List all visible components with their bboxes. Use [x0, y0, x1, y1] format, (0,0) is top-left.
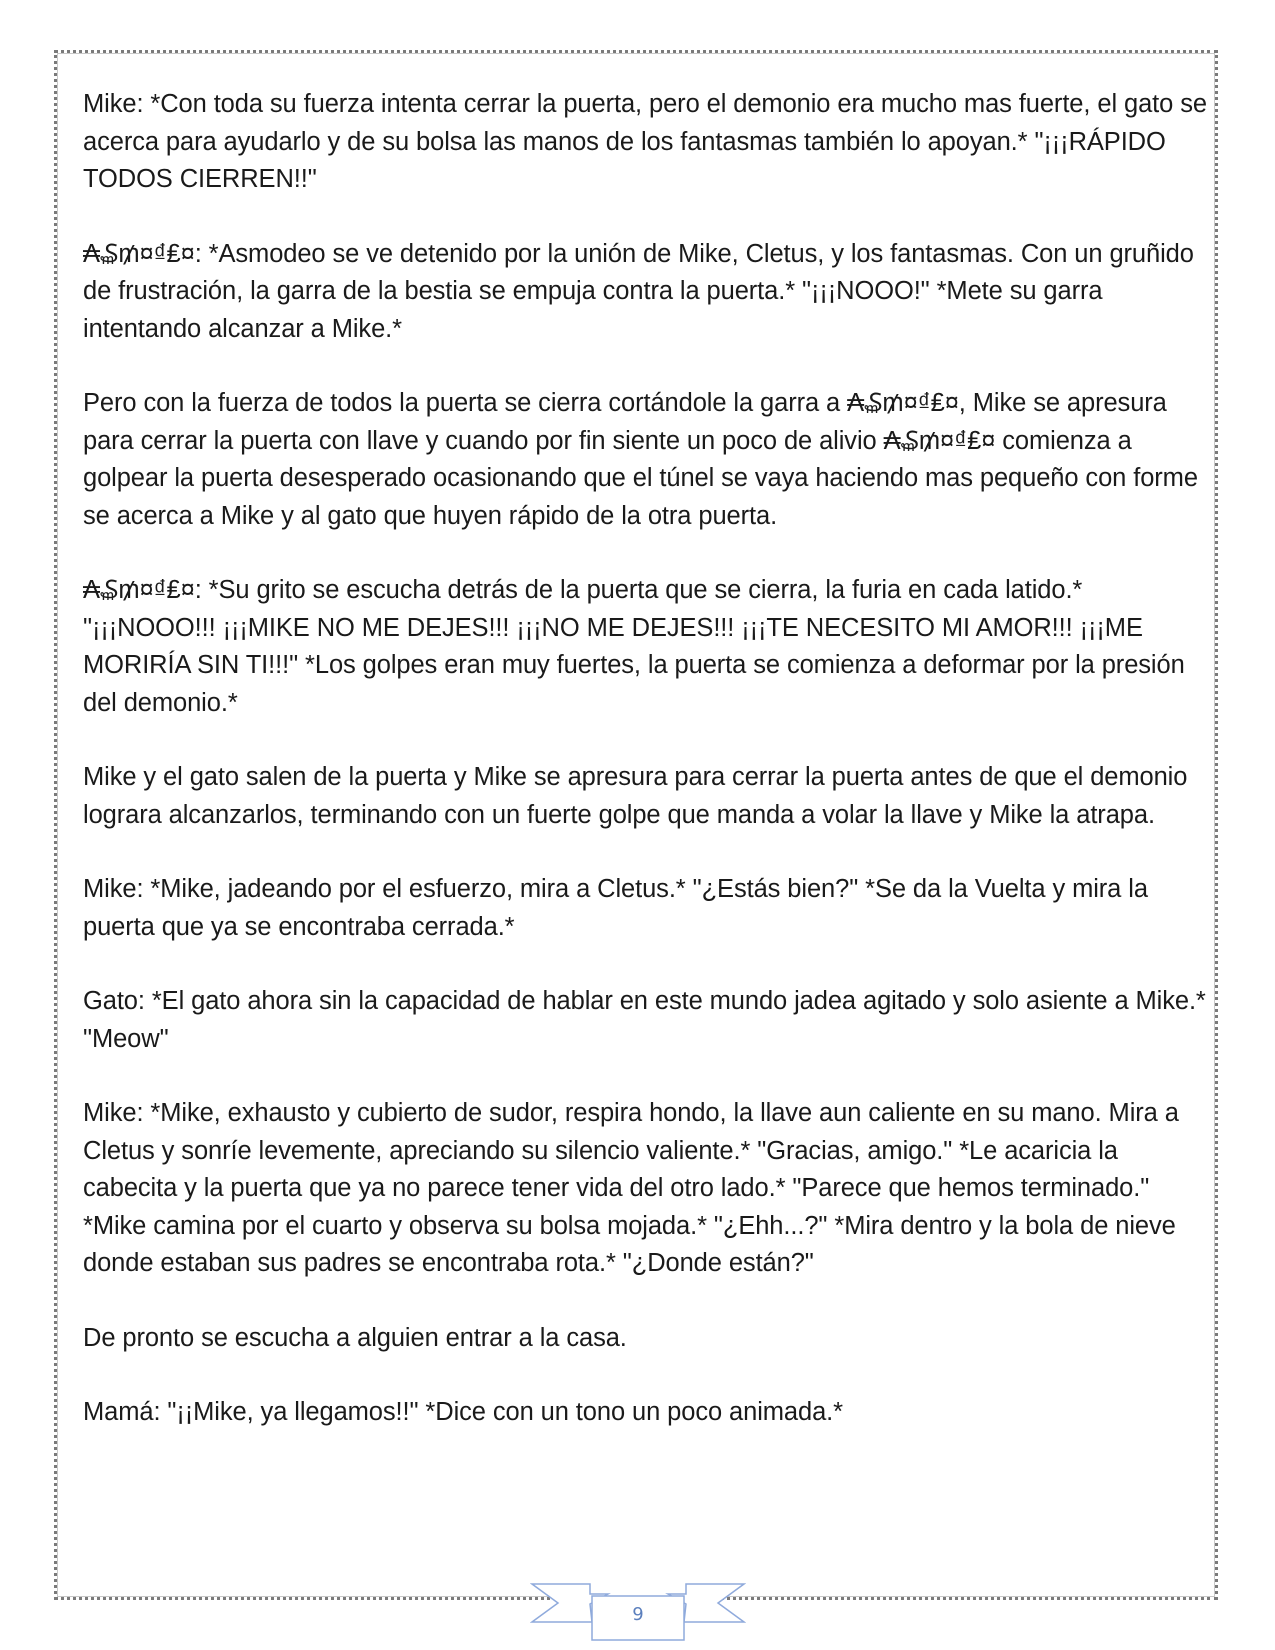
paragraph: De pronto se escucha a alguien entrar a la casa.	[83, 1323, 627, 1352]
paragraph: Mamá: "¡¡Mike, ya llegamos!!" *Dice con un tono un poco animada.*	[83, 1398, 843, 1426]
paragraph: ₳₷₥¤₫₤¤: *Asmodeo se ve detenido por la unión de Mike, Cletus, y los fantasmas. Con un gruñido de frustración, la garra de la bestia se empuja contra la puerta.* "¡¡¡NOOO!" *Mete su garra intentando alcanzar a Mike.*	[83, 239, 1194, 343]
paragraph: Mike: *Con toda su fuerza intenta cerrar la puerta, pero el demonio era mucho mas fuerte, el gato se acerca para ayudarlo y de su bolsa las manos de los fantasmas también lo apoyan.* "¡¡¡RÁPIDO TODOS CIERREN!!"	[83, 90, 1207, 193]
paragraph: Mike: *Mike, exhausto y cubierto de sudor, respira hondo, la llave aun caliente en su mano. Mira a Cletus y sonríe levemente, apreciando su silencio valiente.* "Gracias, amigo." *Le acaricia la cabecita y la puerta que ya no parece tener vida del otro lado.* "Parece que hemos terminado." *Mike camina por el cuarto y observa su bolsa mojada.* "¿Ehh...?" *Mira dentro y la bola de nieve donde estaban sus padres se encontraba rota.* "¿Donde están?"	[83, 1099, 1179, 1277]
paragraph: Gato: *El gato ahora sin la capacidad de hablar en este mundo jadea agitado y solo asiente a Mike.* "Meow"	[83, 987, 1206, 1053]
document-body	[83, 86, 1208, 1469]
paragraph: Mike: *Mike, jadeando por el esfuerzo, mira a Cletus.* "¿Estás bien?" *Se da la Vuelta y mira la puerta que ya se encontraba cerrada.*	[83, 875, 1148, 941]
page-footer	[530, 1582, 746, 1642]
paragraph: Mike y el gato salen de la puerta y Mike se apresura para cerrar la puerta antes de que el demonio lograra alcanzarlos, terminando con un fuerte golpe que manda a volar la llave y Mike la atrapa.	[83, 763, 1188, 829]
paragraph: ₳₷₥¤₫₤¤: *Su grito se escucha detrás de la puerta que se cierra, la furia en cada latido.* "¡¡¡NOOO!!! ¡¡¡MIKE NO ME DEJES!!! ¡¡¡NO ME DEJES!!! ¡¡¡TE NECESITO MI AMOR!!! ¡¡¡ME MORIRÍA SIN TI!!!" *Los golpes eran muy fuertes, la puerta se comienza a deformar por la presión del demonio.*	[83, 576, 1185, 717]
page-number: 9	[632, 1604, 644, 1625]
paragraph: Pero con la fuerza de todos la puerta se cierra cortándole la garra a ₳₷₥¤₫₤¤, Mike se apresura para cerrar la puerta con llave y cuando por fin siente un poco de alivio ₳₷₥¤₫₤¤ comienza a golpear la puerta desesperado ocasionando que el túnel se vaya haciendo mas pequeño con forme se acerca a Mike y al gato que huyen rápido de la otra puerta.	[83, 389, 1198, 530]
